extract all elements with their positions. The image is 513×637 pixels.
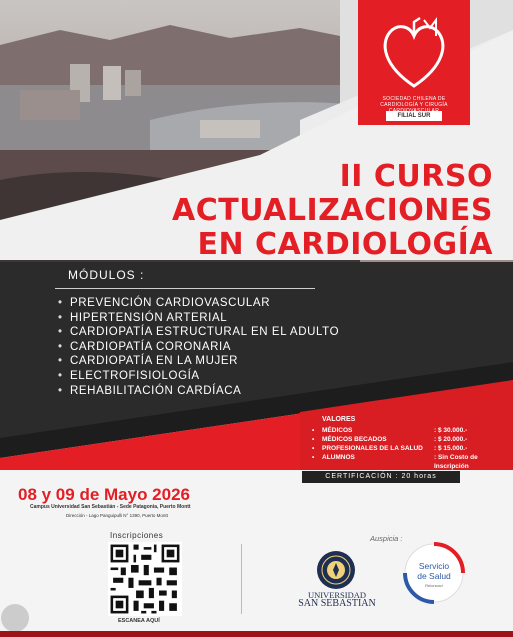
servicio-de-salud-logo: [403, 542, 465, 604]
bullet-icon: •: [312, 427, 315, 434]
avatar[interactable]: [1, 604, 29, 632]
module-item: • CARDIOPATÍA ESTRUCTURAL EN EL ADULTO: [58, 326, 340, 339]
bullet-icon: •: [58, 297, 63, 309]
logo-ring-text: SOCIEDAD CHILENA DE CARDIOLOGÍA Y CIRUGÍA: [380, 96, 448, 108]
ss-logo-line-3: Reloncaví: [425, 583, 443, 588]
bullet-icon: •: [312, 436, 315, 443]
bullet-icon: •: [312, 445, 315, 452]
event-date: 08 y 09 de Mayo 2026: [18, 485, 191, 504]
heart-logo-icon: [374, 14, 454, 94]
section-divider: [241, 544, 242, 614]
qr-code-icon[interactable]: [108, 542, 182, 616]
modules-header: MÓDULOS :: [68, 268, 145, 282]
bullet-icon: •: [58, 355, 63, 368]
module-item: • PREVENCIÓN CARDIOVASCULAR: [58, 297, 271, 309]
society-logo: [358, 0, 470, 125]
price-row: • MÉDICOS BECADOS : $ 20.000.-: [312, 436, 468, 443]
course-title: [172, 160, 493, 262]
ss-logo-line-1: Servicio: [418, 561, 450, 571]
prices-header: VALORES: [322, 416, 356, 423]
bottom-bar: [0, 631, 513, 637]
bullet-icon: •: [58, 384, 63, 397]
event-venue: Campus Universidad San Sebastián - Sede Patagonia, Puerto Montt: [30, 504, 191, 510]
ss-logo-line-2: de Salud: [417, 571, 451, 581]
title-line-2: ACTUALIZACIONES: [172, 193, 493, 228]
bullet-icon: •: [58, 326, 63, 339]
price-row: • PROFESIONALES DE LA SALUD : $ 15.000.-: [312, 445, 468, 452]
price-row: • MÉDICOS : $ 30.000.-: [312, 427, 468, 434]
module-item: • CARDIOPATÍA EN LA MUJER: [58, 355, 239, 368]
university-seal-icon: [316, 550, 356, 590]
bullet-icon: •: [58, 311, 63, 324]
sponsors-label: Auspicia :: [370, 534, 403, 543]
modules-divider: [55, 288, 315, 289]
modules-list: [58, 296, 339, 398]
registration-label: Inscripciones: [110, 531, 164, 540]
certification-badge: CERTIFICACIÓN : 20 horas: [302, 471, 460, 483]
module-item: • CARDIOPATÍA CORONARIA: [58, 340, 232, 353]
module-item: • REHABILITACIÓN CARDÍACA: [58, 384, 242, 397]
bullet-icon: •: [58, 369, 63, 382]
filial-label: FILIAL SUR: [386, 111, 442, 121]
bullet-icon: •: [58, 340, 63, 353]
module-item: • HIPERTENSIÓN ARTERIAL: [58, 311, 228, 324]
title-line-1: II CURSO: [339, 159, 493, 194]
title-line-3: EN CARDIOLOGÍA: [197, 227, 493, 262]
scan-here-label: ESCANEA AQUÍ: [118, 618, 160, 624]
prices-table: [312, 416, 512, 471]
university-name-line-2: SAN SEBASTIAN: [298, 598, 376, 609]
university-name-line-1: UNIVERSIDAD: [307, 590, 367, 600]
module-item: • ELECTROFISIOLOGÍA: [58, 369, 200, 382]
event-address: Dirección - Lago Panguipulli N° 1390, Puerto Montt: [66, 513, 168, 518]
price-row: • ALUMNOS : Sin Costo de Inscripción: [312, 454, 478, 470]
bullet-icon: •: [312, 454, 315, 461]
